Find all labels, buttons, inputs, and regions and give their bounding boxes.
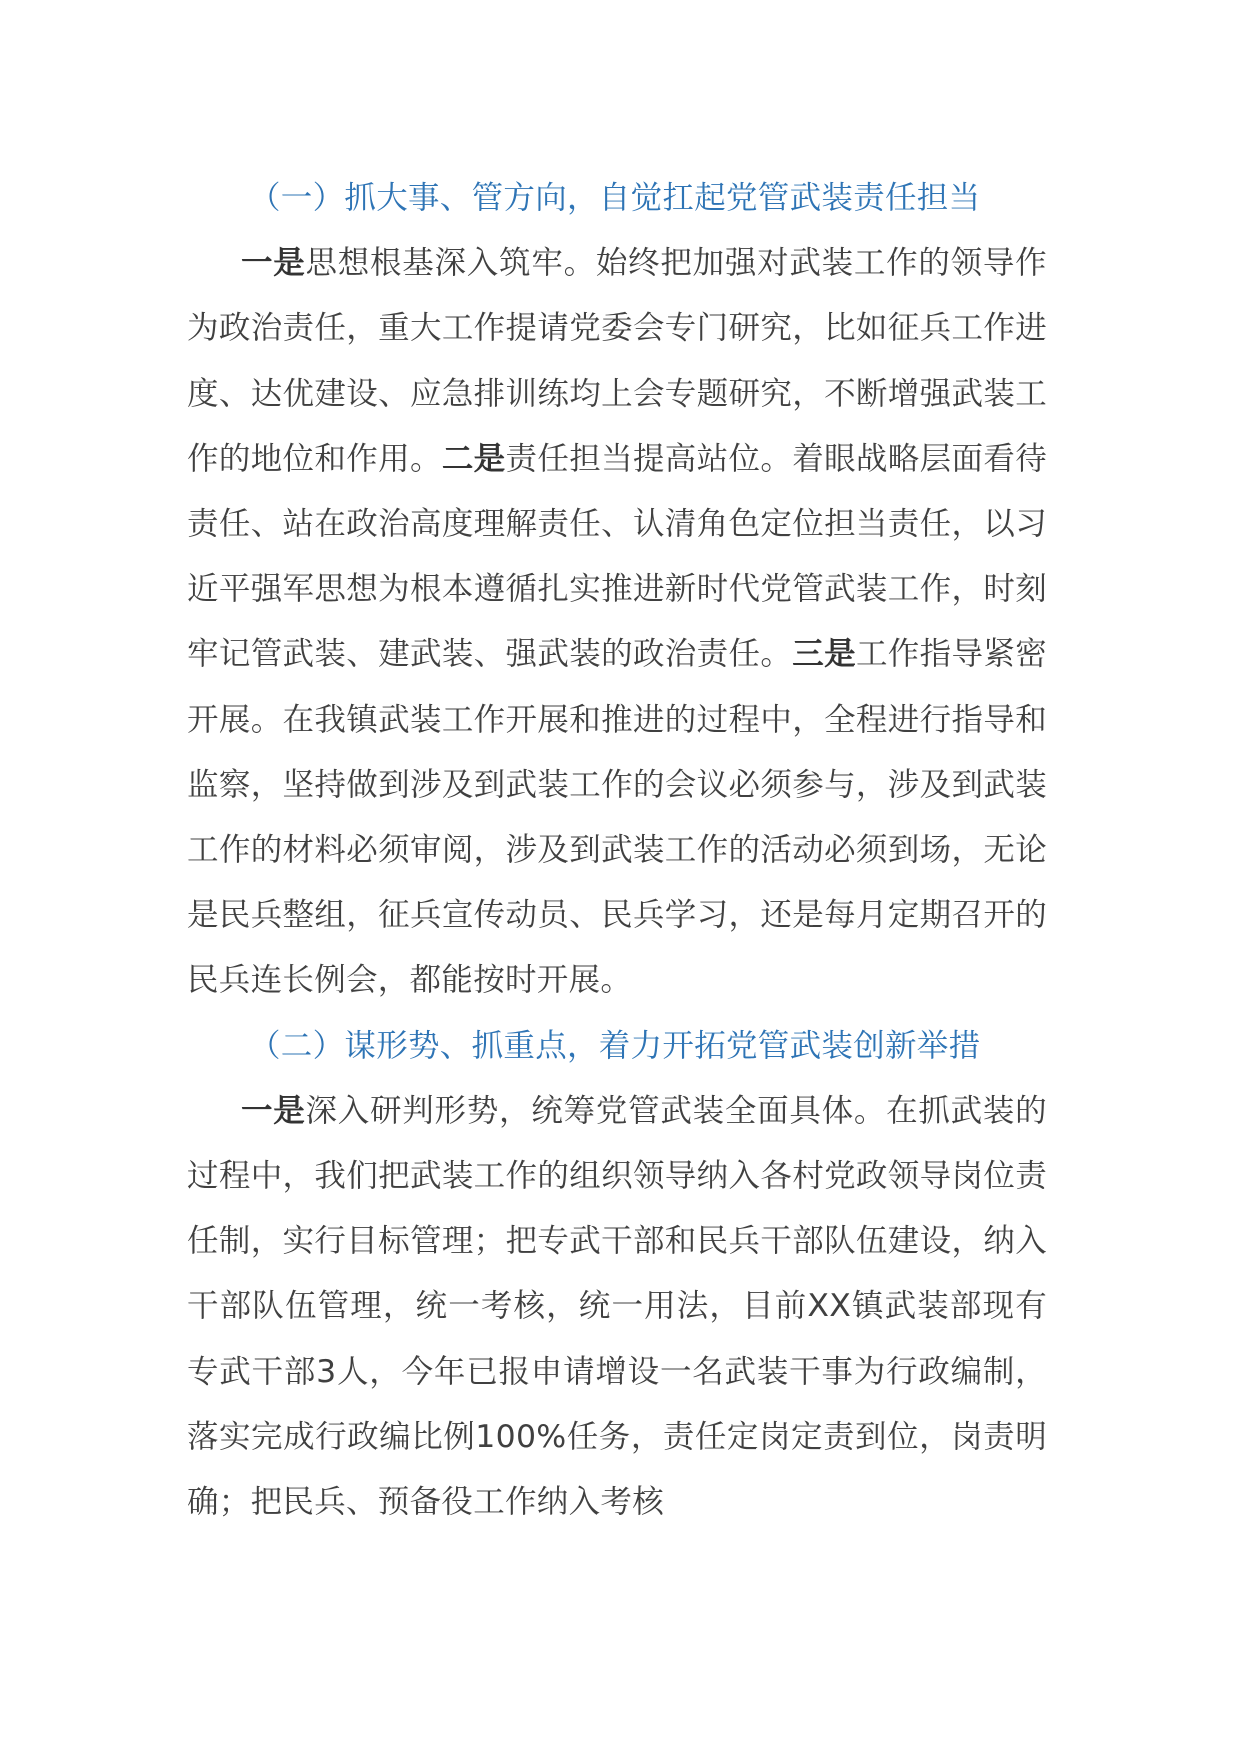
section-heading-2: （二）谋形势、抓重点，着力开拓党管武装创新举措	[249, 1027, 981, 1064]
section-paragraph-1	[187, 231, 1047, 1013]
paragraph-text: 责任担当提高站位。着眼战略层面看待责任、站在政治高度理解责任、认清角色定位担当责任，以习近平强军思想为根本遵循扎实推进新时代党管武装工作，时刻牢记管武装、建武装、强武装的政治责任。	[187, 440, 1047, 673]
lead-marker: 一是	[241, 1092, 306, 1129]
lead-marker: 二是	[441, 440, 506, 477]
section-heading-1: （一）抓大事、管方向，自觉扛起党管武装责任担当	[249, 180, 981, 216]
paragraph-text: 工作指导紧密开展。在我镇武装工作开展和推进的过程中，全程进行指导和监察，坚持做到涉及到武装工作的会议必须参与，涉及到武装工作的材料必须审阅，涉及到武装工作的活动必须到场，无论是民兵整组，征兵宣传动员、民兵学习，还是每月定期召开的民兵连长例会，都能按时开展。	[187, 636, 1048, 999]
document-body	[187, 166, 1047, 1535]
lead-marker: 三是	[792, 636, 856, 673]
lead-marker: 一是	[241, 245, 306, 282]
paragraph-text: 思想根基深入筑牢。始终把加强对武装工作的领导作为政治责任，重大工作提请党委会专门研究，比如征兵工作进度、达优建设、应急排训练均上会专题研究，不断增强武装工作的地位和作用。	[187, 245, 1047, 477]
paragraph-text: 深入研判形势，统筹党管武装全面具体。在抓武装的过程中，我们把武装工作的组织领导纳入各村党政领导岗位责任制，实行目标管理；把专武干部和民兵干部队伍建设，纳入干部队伍管理，统一考核，统一用法，目前XX镇武装部现有专武干部3人，今年已报申请增设一名武装干事为行政编制，落实完成行政编比例100%任务，责任定岗定责到位，岗责明确；把民兵、预备役工作纳入考核	[187, 1092, 1047, 1521]
section-paragraph-2	[187, 1079, 1047, 1535]
